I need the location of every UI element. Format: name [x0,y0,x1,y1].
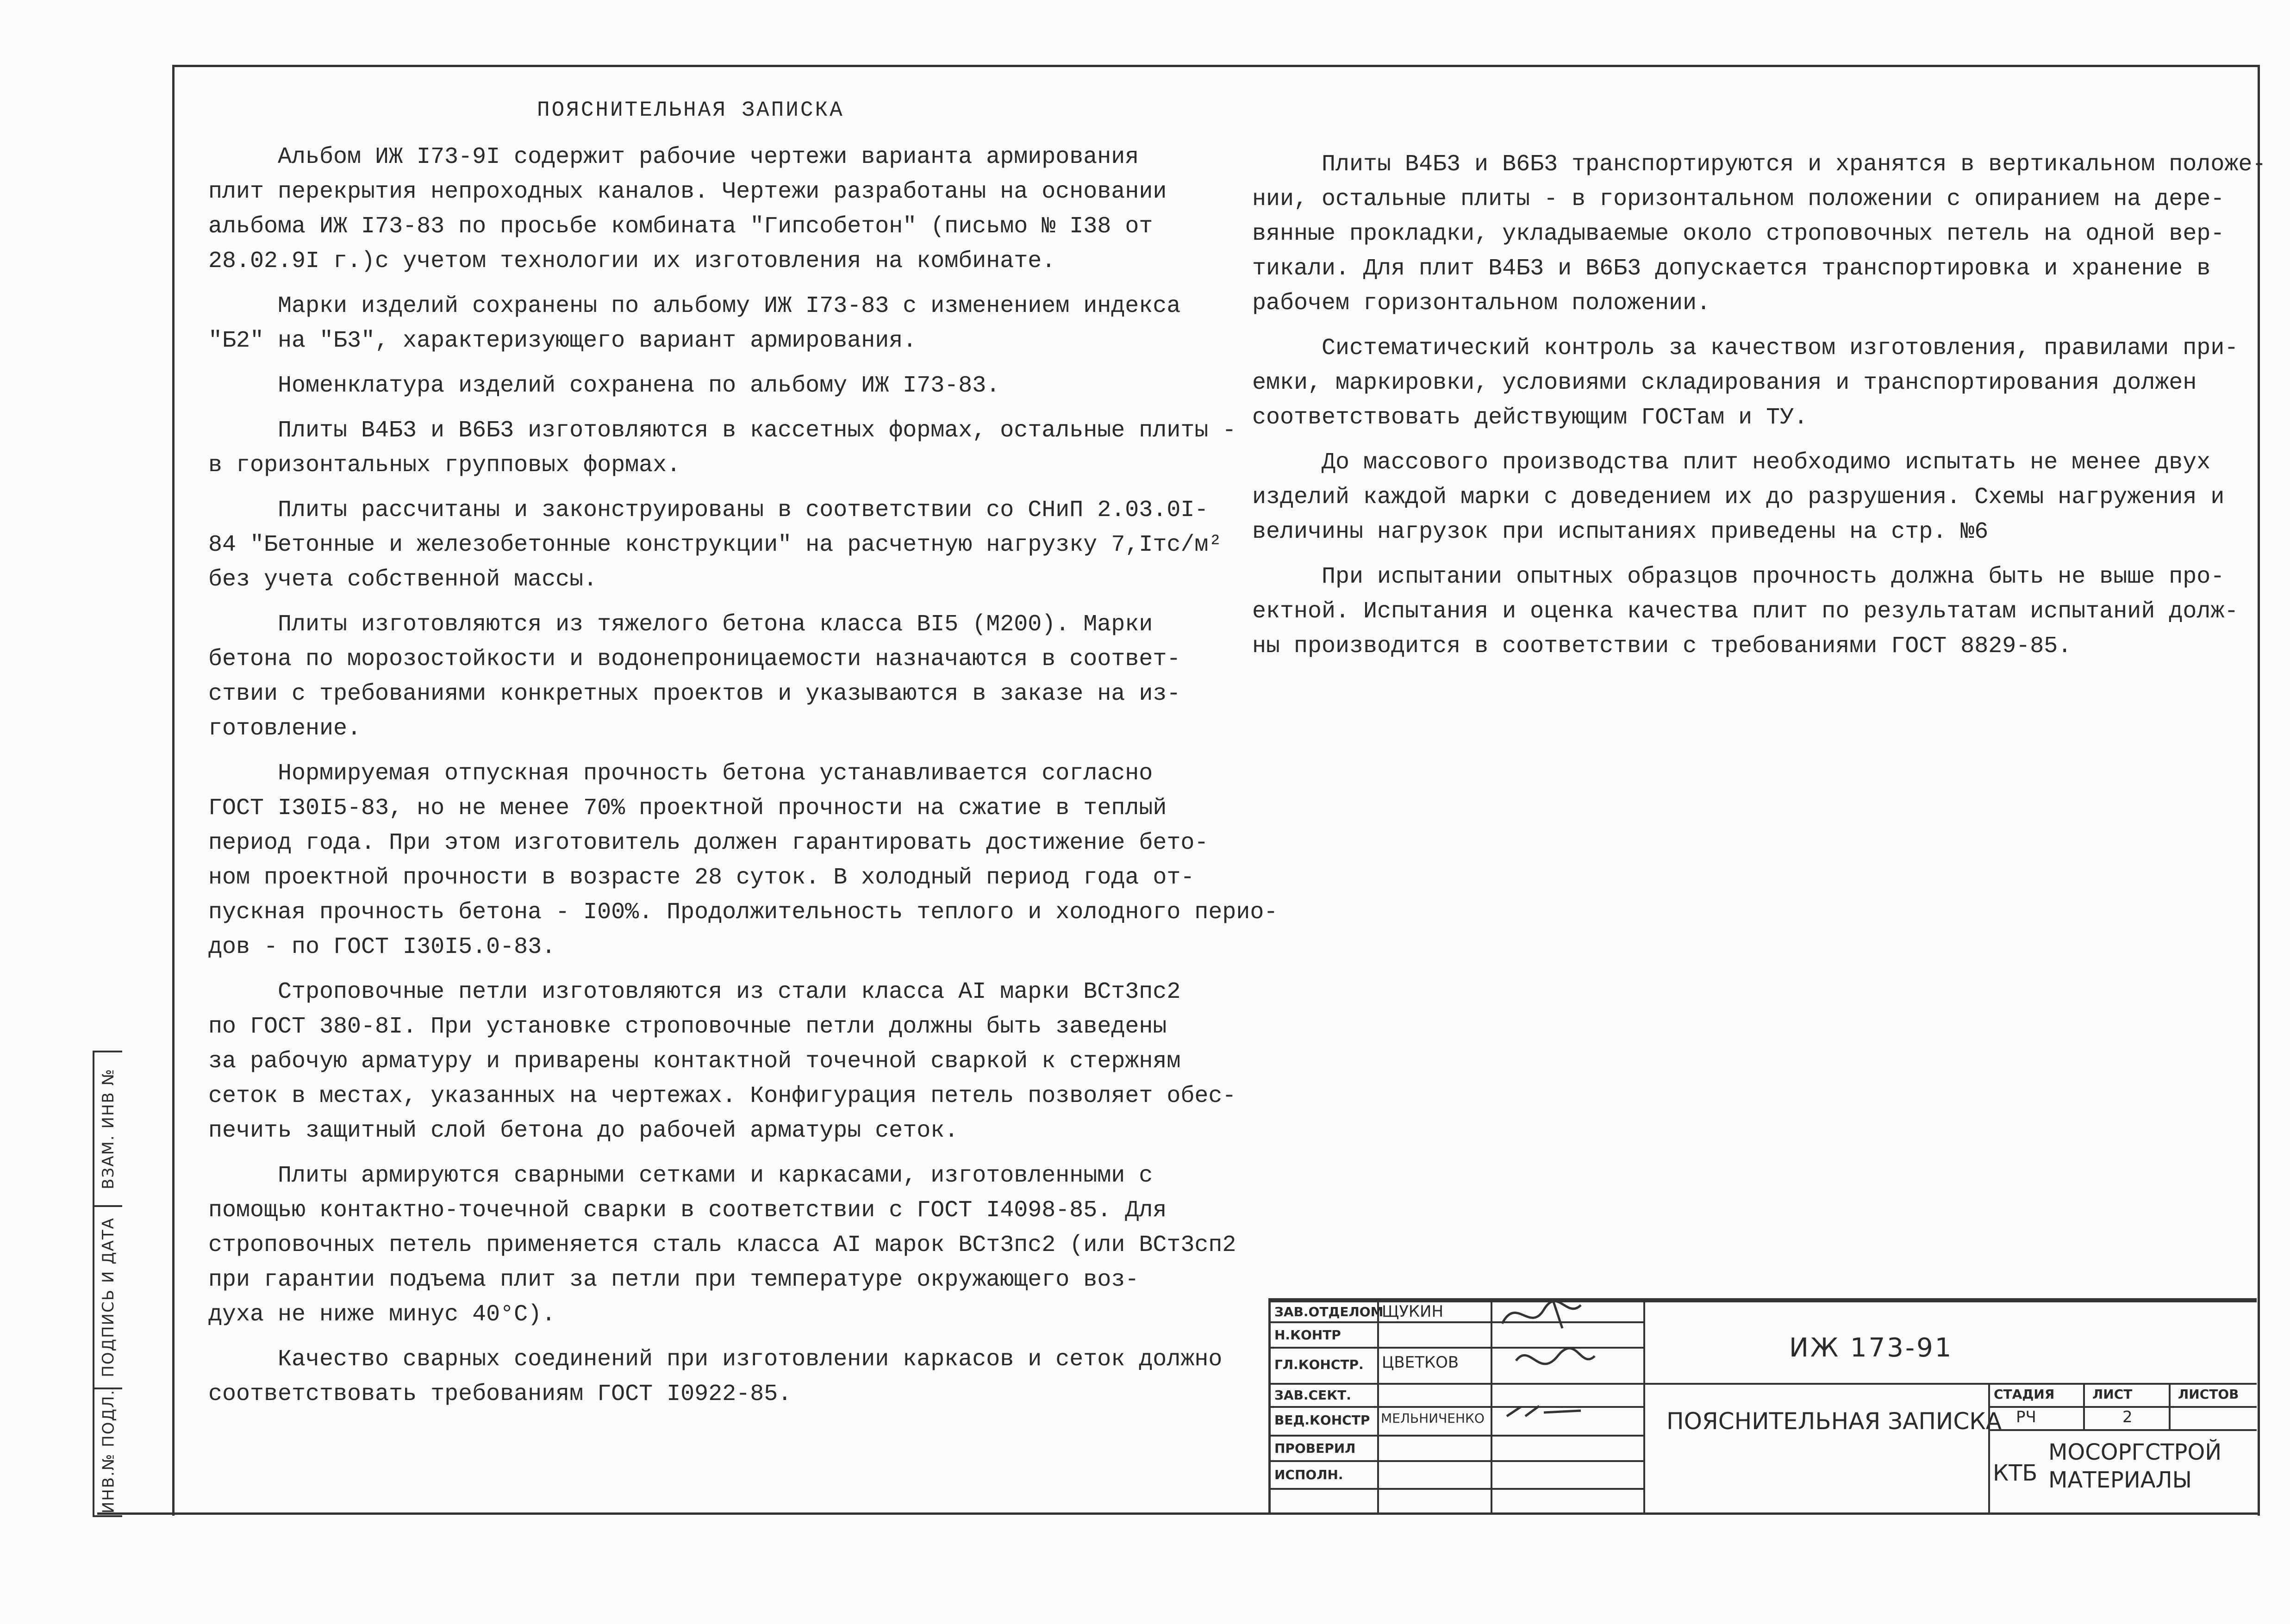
sheets-label: ЛИСТОВ [2178,1387,2239,1402]
sheet-title: ПОЯСНИТЕЛЬНАЯ ЗАПИСКА [1666,1408,2002,1435]
name-zav-otdelom: ЩУКИН [1382,1302,1444,1321]
text-line: Плиты В4Б3 и В6Б3 изготовляются в кассетных формах, остальные плиты - [278,417,1236,444]
text-line: бетона по морозостойкости и водонепроницаемости назначаются в соответ- [208,646,1181,672]
text-line: ектной. Испытания и оценка качества плит по результатам испытаний долж- [1252,598,2239,625]
side-cell-podpis [94,1207,122,1389]
text-line: 28.02.9I г.)с учетом технологии их изготовления на комбинате. [208,248,1056,274]
text-line: 84 "Бетонные и железобетонные конструкции" на расчетную нагрузку 7,Iтс/м² [208,532,1223,558]
text-line: рабочем горизонтальном положении. [1252,290,1711,317]
text-line: альбома ИЖ I73-83 по просьбе комбината "Гипсобетон" (письмо № I38 от [208,213,1153,240]
role-ispoln: ИСПОЛН. [1274,1467,1343,1482]
text-line: печить защитный слой бетона до рабочей арматуры сеток. [208,1118,959,1144]
signature-shchukin [1502,1300,1581,1328]
text-line: соответствовать требованиям ГОСТ I0922-85. [208,1381,792,1407]
org-line2: МАТЕРИАЛЫ [2048,1467,2192,1493]
paragraph [208,1158,1278,1332]
text-line: Нормируемая отпускная прочность бетона устанавливается согласно [278,760,1153,787]
stage-value: РЧ [2016,1408,2036,1426]
paragraph [208,413,1278,483]
text-line: при гарантии подъема плит за петли при температуре окружающего воз- [208,1267,1139,1293]
text-line: тикали. Для плит В4Б3 и В6Б3 допускается транспортировка и хранение в [1252,255,2211,282]
text-line: изделий каждой марки с доведением их до разрушения. Схемы нагружения и [1252,484,2225,510]
doc-code: ИЖ 173-91 [1789,1333,1953,1363]
text-line: сеток в местах, указанных на чертежах. Конфигурация петель позволяет обес- [208,1083,1236,1109]
text-line: "Б2" на "Б3", характеризующего вариант армирования. [208,328,917,354]
name-ved-konstr: МЕЛЬНИЧЕНКО [1381,1411,1485,1426]
signature-melnichenko [1507,1406,1581,1416]
text-line: строповочных петель применяется сталь класса АI марок ВСт3пс2 (или ВСт3сп2 [208,1232,1236,1258]
text-line: дов - по ГОСТ I30I5.0-83. [208,934,556,960]
text-line: ном проектной прочности в возрасте 28 суток. В холодный период года от- [208,865,1195,891]
text-line: ны производится в соответствии с требованиями ГОСТ 8829-85. [1252,633,2072,660]
text-line: без учета собственной массы. [208,566,598,593]
org-prefix: КТБ [1993,1460,2038,1486]
text-line: До массового производства плит необходимо испытать не менее двух [1322,449,2211,476]
tb-hline-9 [1988,1429,2257,1431]
side-stamp [93,1051,122,1517]
text-line: Строповочные петли изготовляются из стали класса АI марки ВСт3пс2 [278,979,1181,1005]
title-block [1268,1298,2257,1515]
sheet-label: ЛИСТ [2092,1387,2133,1402]
text-line: Номенклатура изделий сохранена по альбому ИЖ I73-83. [278,373,1000,399]
text-line: Плиты армируются сварными сетками и каркасами, изготовленными с [278,1163,1153,1189]
role-proveril: ПРОВЕРИЛ [1274,1441,1356,1456]
role-n-kontr: Н.КОНТР [1274,1327,1341,1343]
paragraph [208,756,1278,964]
page-title: ПОЯСНИТЕЛЬНАЯ ЗАПИСКА [537,98,844,122]
role-gl-konstr: ГЛ.КОНСТР. [1274,1357,1364,1372]
text-line: Систематический контроль за качеством изготовления, правилами при- [1322,335,2239,361]
text-line: вянные прокладки, укладываемые около строповочных петель на одной вер- [1252,221,2225,247]
role-zav-sekt: ЗАВ.СЕКТ. [1274,1388,1351,1403]
sheet-value: 2 [2122,1408,2133,1426]
text-line: Плиты рассчитаны и законструированы в соответствии со СНиП 2.03.0I- [278,497,1209,523]
tb-vline-3 [1643,1300,1645,1515]
text-line: в горизонтальных групповых формах. [208,452,681,479]
paragraph [208,1342,1278,1412]
left-column [208,140,1278,1422]
text-line: готовление. [208,716,362,742]
text-line: соответствовать действующим ГОСТам и ТУ. [1252,404,1808,431]
text-line: Альбом ИЖ I73-9I содержит рабочие чертежи варианта армирования [278,144,1139,170]
text-line: Марки изделий сохранены по альбому ИЖ I73-83 с изменением индекса [278,293,1181,319]
side-inv-label: ИНВ.№ ПОДЛ. [99,1389,118,1514]
paragraph [1252,331,2266,435]
text-line: величины нагрузок при испытаниях приведены на стр. №6 [1252,519,1989,545]
paragraph [1252,445,2266,549]
paragraph [208,368,1278,403]
tb-vline-4 [1988,1383,1990,1515]
paragraph [1252,147,2266,321]
side-cell-inv [94,1389,122,1513]
text-line: по ГОСТ 380-8I. При установке строповочные петли должны быть заведены [208,1014,1167,1040]
paragraph [208,975,1278,1148]
signatures [1488,1291,1641,1504]
paragraph [208,140,1278,279]
text-line: плит перекрытия непроходных каналов. Чертежи разработаны на основании [208,179,1167,205]
text-line: период года. При этом изготовитель должен гарантировать достижение бето- [208,830,1209,856]
paragraph [208,493,1278,597]
text-line: пускная прочность бетона - I00%. Продолжительность теплого и холодного перио- [208,899,1278,926]
side-podpis-label: ПОДПИСЬ И ДАТА [99,1217,118,1377]
text-line: При испытании опытных образцов прочность должна быть не выше про- [1322,564,2225,590]
stage-label: СТАДИЯ [1994,1387,2055,1402]
role-zav-otdelom: ЗАВ.ОТДЕЛОМ [1274,1304,1384,1319]
paragraph [1252,560,2266,664]
signature-tsvetkov [1516,1348,1595,1364]
right-column [1252,147,2266,674]
side-vzam-label: ВЗАМ. ИНВ № [99,1068,118,1189]
text-line: духа не ниже минус 40°С). [208,1301,556,1328]
text-line: ГОСТ I30I5-83, но не менее 70% проектной прочности на сжатие в теплый [208,795,1167,821]
text-line: Плиты изготовляются из тяжелого бетона класса ВI5 (М200). Марки [278,611,1153,638]
text-line: помощью контактно-точечной сварки в соответствии с ГОСТ I4098-85. Для [208,1197,1167,1224]
side-cell-vzam [94,1052,122,1207]
text-line: за рабочую арматуру и приварены контактной точечной сваркой к стержням [208,1048,1181,1075]
text-line: Качество сварных соединений при изготовлении каркасов и сеток должно [278,1346,1223,1373]
org-line1: МОСОРГСТРОЙ [2048,1439,2222,1465]
text-line: емки, маркировки, условиями складирования и транспортирования должен [1252,370,2197,396]
role-ved-konstr: ВЕД.КОНСТР [1274,1412,1370,1428]
name-gl-konstr: ЦВЕТКОВ [1382,1353,1459,1372]
paragraph [208,607,1278,746]
paragraph [208,289,1278,358]
text-line: Плиты В4Б3 и В6Б3 транспортируются и хранятся в вертикальном положе- [1322,151,2266,178]
text-line: нии, остальные плиты - в горизонтальном положении с опиранием на дере- [1252,186,2225,212]
tb-hline-3 [1271,1383,2257,1385]
text-line: ствии с требованиями конкретных проектов и указываются в заказе на из- [208,681,1181,707]
